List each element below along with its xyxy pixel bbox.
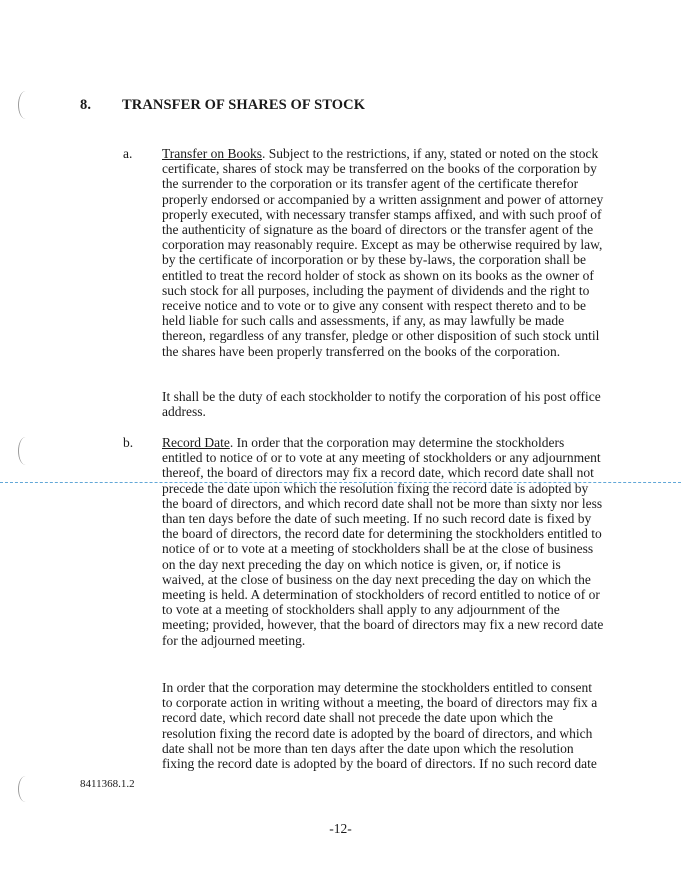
subsection-a-extra-paragraph: It shall be the duty of each stockholder to notify the corporation of his post office address. — [162, 389, 601, 420]
subsection-a-text: . Subject to the restrictions, if any, stated or noted on the stock certificate, shares of stock may be transferred on the books of the corporation by the surrender to the corporation or its transfer agent of the certificate therefor properly endorsed or accompanied by a written assignment and power of attorney properly executed, with necessary transfer stamps affixed, and with such proof of the authenticity of signature as the board of directors or the transfer agent of the corporation may reasonably require. Except as may be otherwise required by law, by the certificate of incorporation or by these by-laws, the corporation shall be entitled to treat the record holder of stock as shown on its books as the owner of such stock for all purposes, including the payment of dividends and the right to receive notice and to vote or to give any consent with respect thereto and to be held liable for such calls and assessments, if any, as may lawfully be made thereon, regardless of any transfer, pledge or other disposition of such stock until the shares have been properly transferred on the books of the corporation. — [162, 146, 604, 359]
margin-bracket-mark — [18, 437, 33, 465]
subsection-a-paragraph — [162, 146, 604, 359]
subsection-marker-b: b. — [123, 435, 134, 450]
subsection-a-heading: Transfer on Books — [162, 146, 263, 161]
margin-bracket-mark — [18, 776, 33, 802]
subsection-marker-a: a. — [123, 146, 133, 161]
section-title: TRANSFER OF SHARES OF STOCK — [122, 97, 366, 113]
subsection-b-extra-paragraph: In order that the corporation may determine the stockholders entitled to consent to corporate action in writing without a meeting, the board of directors may fix a record date, which record date shall not precede the date upon which the resolution fixing the record date is adopted by the board of directors, and which date shall not be more than ten days after the date upon which the resolution fixing the record date is adopted by the board of directors. If no such record date — [162, 680, 598, 772]
section-number: 8. — [80, 97, 92, 113]
subsection-b-heading: Record Date — [162, 435, 230, 450]
margin-bracket-mark — [18, 91, 33, 119]
page-number: -12- — [329, 821, 352, 836]
section-heading — [80, 97, 365, 114]
subsection-b-text: . In order that the corporation may determine the stockholders entitled to notice of or to vote at any meeting of stockholders or any adjournment thereof, the board of directors may fix a record date, which record date shall not precede the date upon which the resolution fixing the record date is adopted by the board of directors, and which record date shall not be more than sixty nor less than ten days before the date of such meeting. If no such record date is fixed by the board of directors, the record date for determining the stockholders entitled to notice of or to vote at a meeting of stockholders shall be at the close of business on the day next preceding the day on which notice is given, or, if notice is waived, at the close of business on the day next preceding the day on which the meeting is held. A determination of stockholders of record entitled to notice of or to vote at a meeting of stockholders shall apply to any adjournment of the meeting; provided, however, that the board of directors may fix a new record date for the adjourned meeting. — [162, 435, 604, 648]
document-id: 8411368.1.2 — [80, 778, 135, 790]
subsection-b-paragraph — [162, 435, 604, 648]
